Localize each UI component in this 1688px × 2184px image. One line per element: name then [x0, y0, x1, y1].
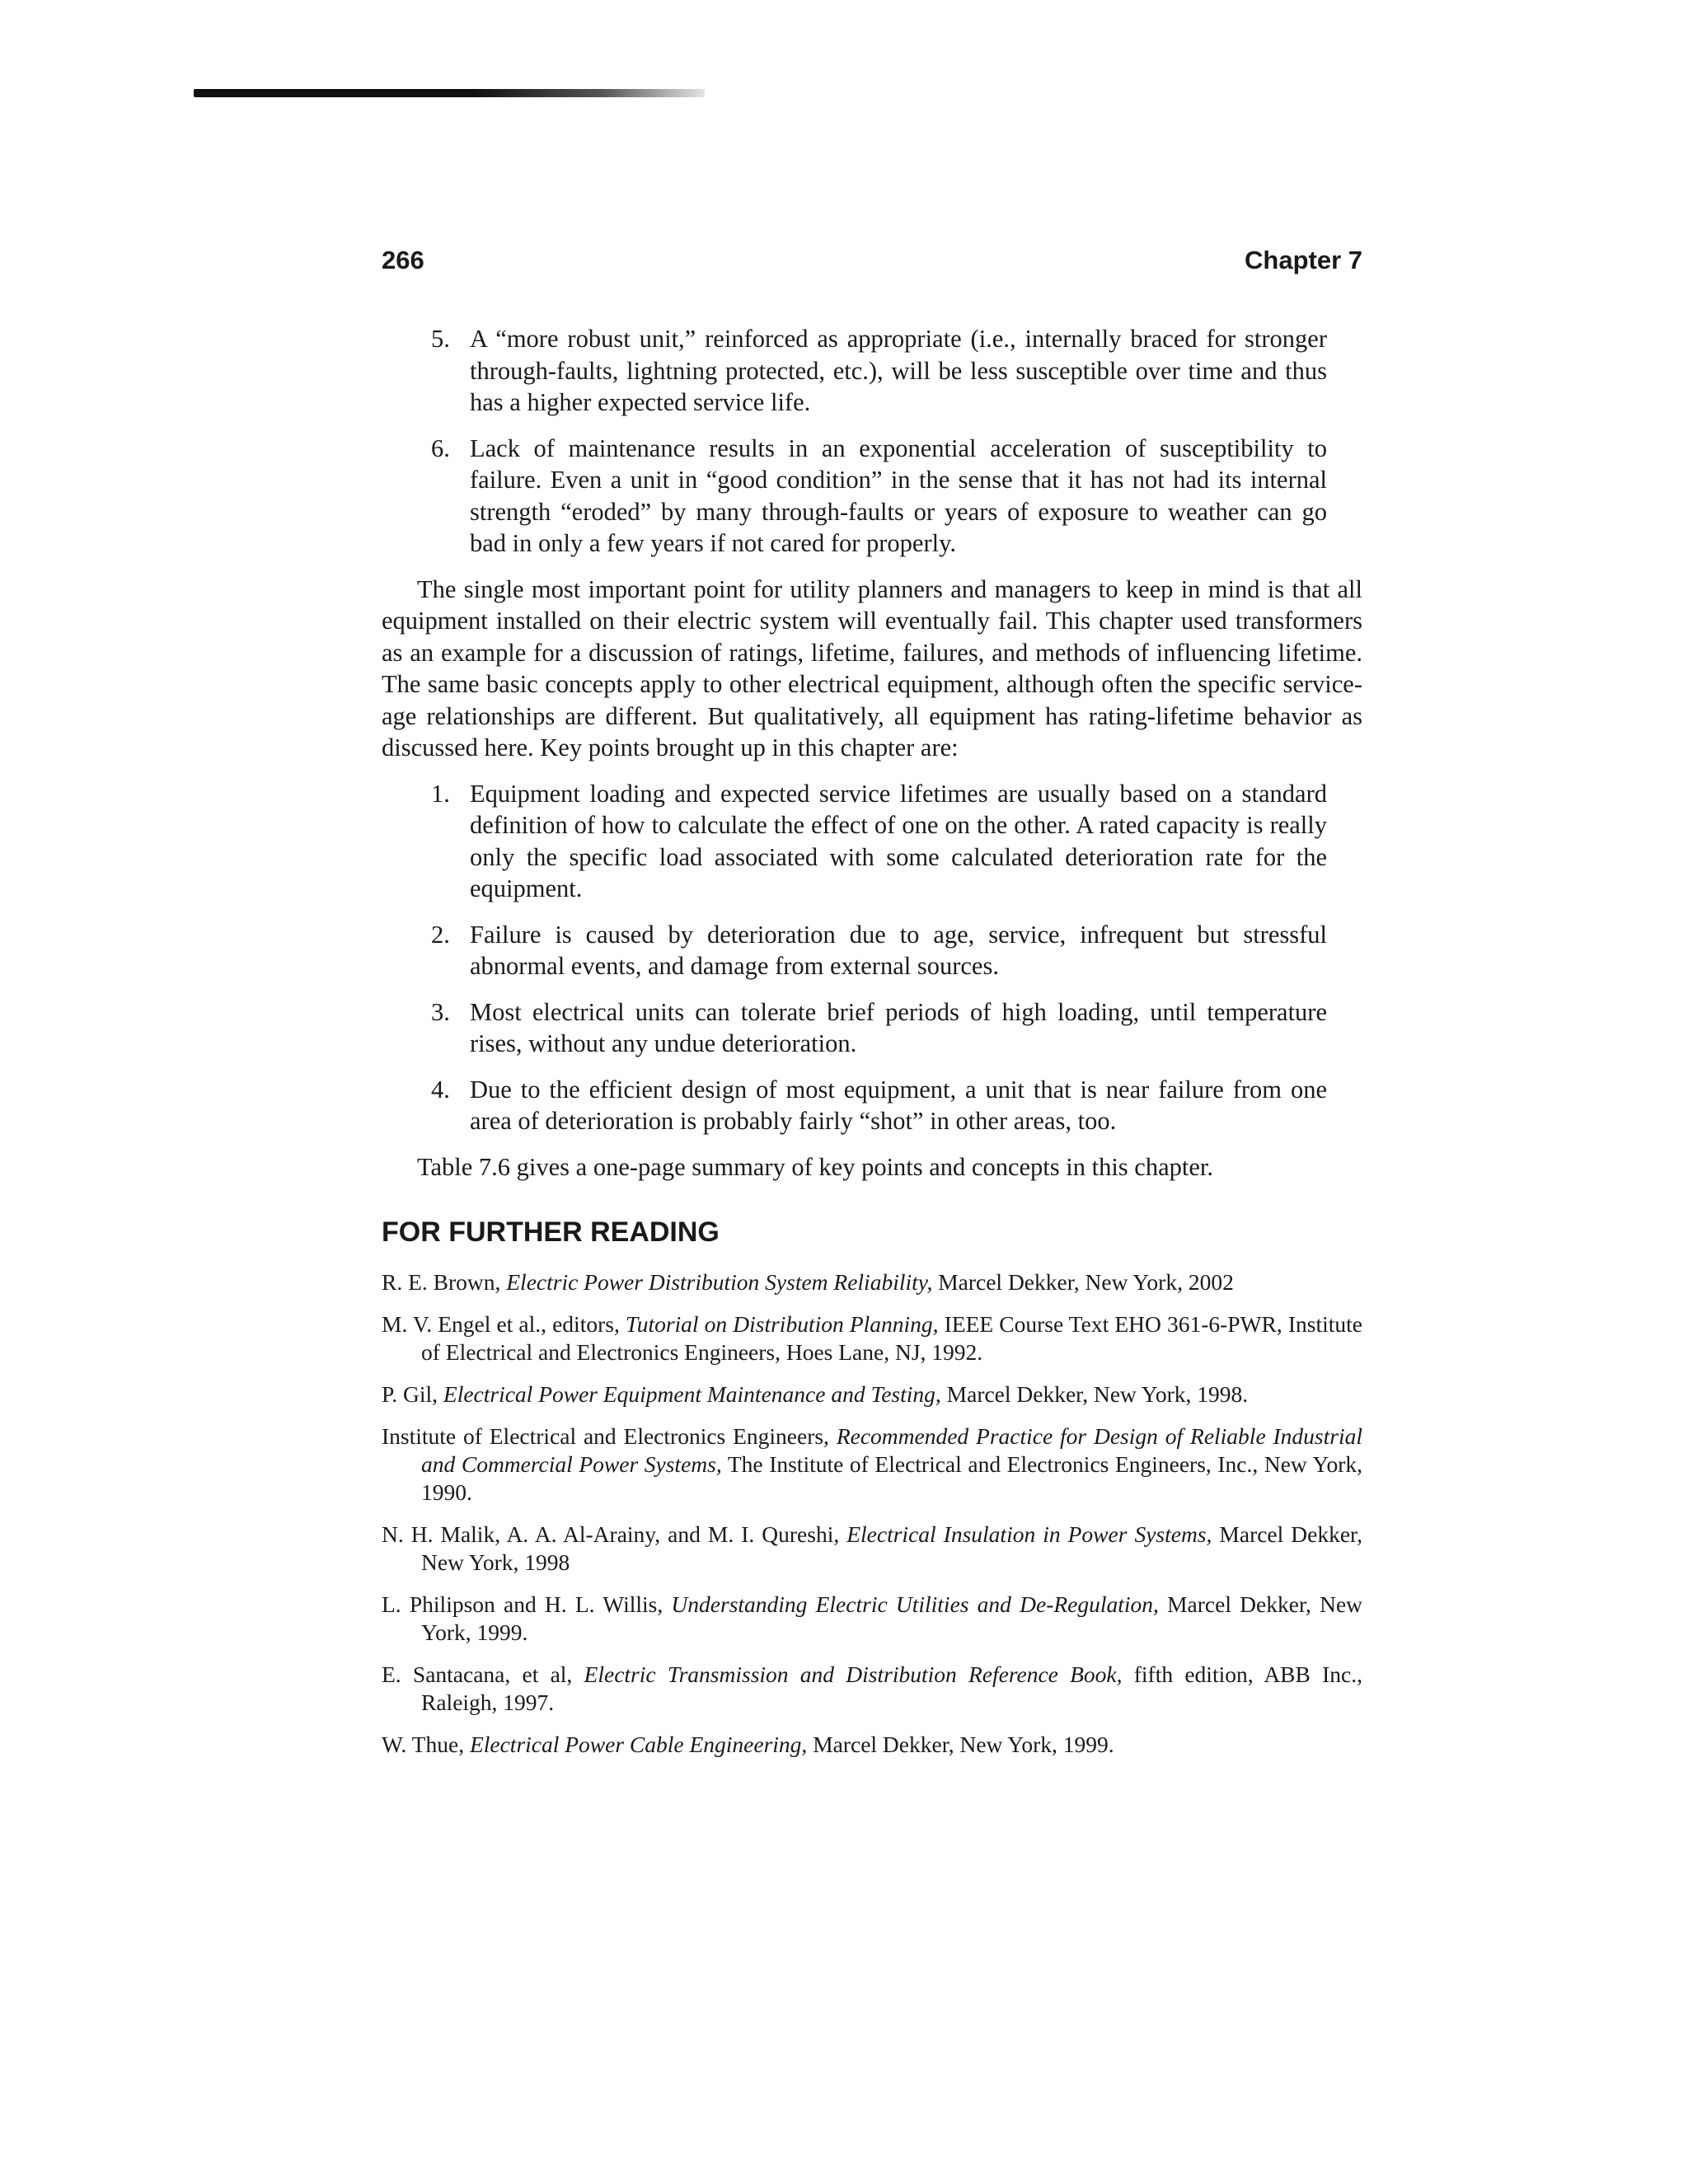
reference-item	[382, 1731, 1362, 1759]
page-number: 266	[382, 246, 424, 274]
list-item-text: Lack of maintenance results in an exponential acceleration of susceptibility to failure. Even a unit in “good condition” in the sense that it has not had its internal strength “eroded” by many through-faults or years of exposure to weather can go bad in only a few years if not cared for properly.	[470, 434, 1327, 557]
reference-authors: E. Santacana, et al,	[382, 1661, 584, 1687]
reference-title: Tutorial on Distribution Planning,	[625, 1311, 939, 1337]
reference-authors: R. E. Brown,	[382, 1269, 507, 1295]
reference-list	[382, 1268, 1362, 1759]
reference-publisher: The Institute of Electrical and Electronics Engineers, Inc., New York, 1990.	[421, 1451, 1362, 1505]
reference-title: Electric Transmission and Distribution Reference Book,	[584, 1661, 1123, 1687]
reference-item	[382, 1268, 1362, 1296]
list-item	[382, 778, 1362, 905]
list-item-number: 5.	[431, 325, 450, 353]
reference-publisher: fifth edition, ABB Inc., Raleigh, 1997.	[421, 1661, 1362, 1715]
list-top	[382, 323, 1362, 560]
list-item	[382, 996, 1362, 1060]
reference-title: Electrical Power Cable Engineering,	[469, 1732, 808, 1757]
list-item-number: 6.	[431, 434, 450, 462]
table-reference-paragraph: Table 7.6 gives a one-page summary of key points and concepts in this chapter.	[417, 1152, 1213, 1181]
reference-publisher: Marcel Dekker, New York, 1999.	[421, 1591, 1363, 1645]
summary-paragraph: The single most important point for utility planners and managers to keep in mind is that all equipment installed on their electric system will eventually fail. This chapter used transformers as an example for a discussion of ratings, lifetime, failures, and methods of influencing lifetime. The same basic concepts apply to other electrical equipment, although often the specific service-age relationships are different. But qualitatively, all equipment has rating-lifetime behavior as discussed here. Key points brought up in this chapter are:	[382, 574, 1362, 762]
list-item-text: Due to the efficient design of most equipment, a unit that is near failure from one area of deterioration is probably fairly “shot” in other areas, too.	[470, 1075, 1327, 1135]
list-item-number: 4.	[431, 1075, 450, 1104]
reference-publisher: Marcel Dekker, New York, 2002	[932, 1269, 1234, 1295]
running-head: Chapter 7	[1245, 246, 1362, 274]
list-item-text: Failure is caused by deterioration due to age, service, infrequent but stressful abnormal events, and damage from external sources.	[470, 920, 1327, 980]
reference-item	[382, 1422, 1362, 1507]
page-header	[382, 246, 1362, 282]
reference-item	[382, 1661, 1362, 1717]
list-item-text: Equipment loading and expected service lifetimes are usually based on a standard definition of how to calculate the effect of one on the other. A rated capacity is really only the specific load associated with some calculated deterioration rate for the equipment.	[470, 779, 1327, 902]
reference-title: Recommended Practice for Design of Reliable Industrial and Commercial Power Systems,	[421, 1423, 1362, 1477]
reference-authors: W. Thue,	[382, 1732, 470, 1757]
reference-authors: L. Philipson and H. L. Willis,	[382, 1591, 672, 1617]
reference-title: Electric Power Distribution System Reliability,	[506, 1269, 933, 1295]
reference-item	[382, 1380, 1362, 1408]
reference-authors: M. V. Engel et al., editors,	[382, 1311, 626, 1337]
reference-authors: P. Gil,	[382, 1381, 443, 1407]
page-body	[382, 323, 1362, 1773]
reference-item	[382, 1310, 1362, 1366]
list-key-points	[382, 778, 1362, 1137]
list-item-number: 3.	[431, 997, 450, 1026]
top-rule-decoration	[194, 89, 705, 97]
reference-title: Understanding Electric Utilities and De-Regulation,	[671, 1591, 1159, 1617]
reference-publisher: Marcel Dekker, New York, 1999.	[807, 1732, 1114, 1757]
reference-item	[382, 1521, 1362, 1577]
list-item	[382, 323, 1362, 419]
reference-publisher: Marcel Dekker, New York, 1998.	[940, 1381, 1249, 1407]
reference-title: Electrical Insulation in Power Systems,	[846, 1521, 1212, 1547]
reference-authors: Institute of Electrical and Electronics Engineers,	[382, 1423, 837, 1449]
list-item-text: Most electrical units can tolerate brief periods of high loading, until temperature rises, without any undue deterioration.	[470, 997, 1327, 1057]
list-item	[382, 1074, 1362, 1137]
list-item-number: 1.	[431, 779, 450, 808]
reference-authors: N. H. Malik, A. A. Al-Arainy, and M. I. Qureshi,	[382, 1521, 847, 1547]
reference-publisher: IEEE Course Text EHO 361-6-PWR, Institute of Electrical and Electronics Engineers, Hoes Lane, NJ, 1992.	[421, 1311, 1362, 1365]
reference-item	[382, 1591, 1362, 1647]
list-item	[382, 919, 1362, 982]
reference-publisher: Marcel Dekker, New York, 1998	[421, 1521, 1362, 1575]
section-heading-further-reading: FOR FURTHER READING	[382, 1216, 720, 1248]
reference-title: Electrical Power Equipment Maintenance and Testing,	[443, 1381, 941, 1407]
list-item-text: A “more robust unit,” reinforced as appropriate (i.e., internally braced for stronger through-faults, lightning protected, etc.), will be less susceptible over time and thus has a higher expected service life.	[470, 325, 1327, 416]
list-item-number: 2.	[431, 920, 450, 949]
list-item	[382, 433, 1362, 560]
